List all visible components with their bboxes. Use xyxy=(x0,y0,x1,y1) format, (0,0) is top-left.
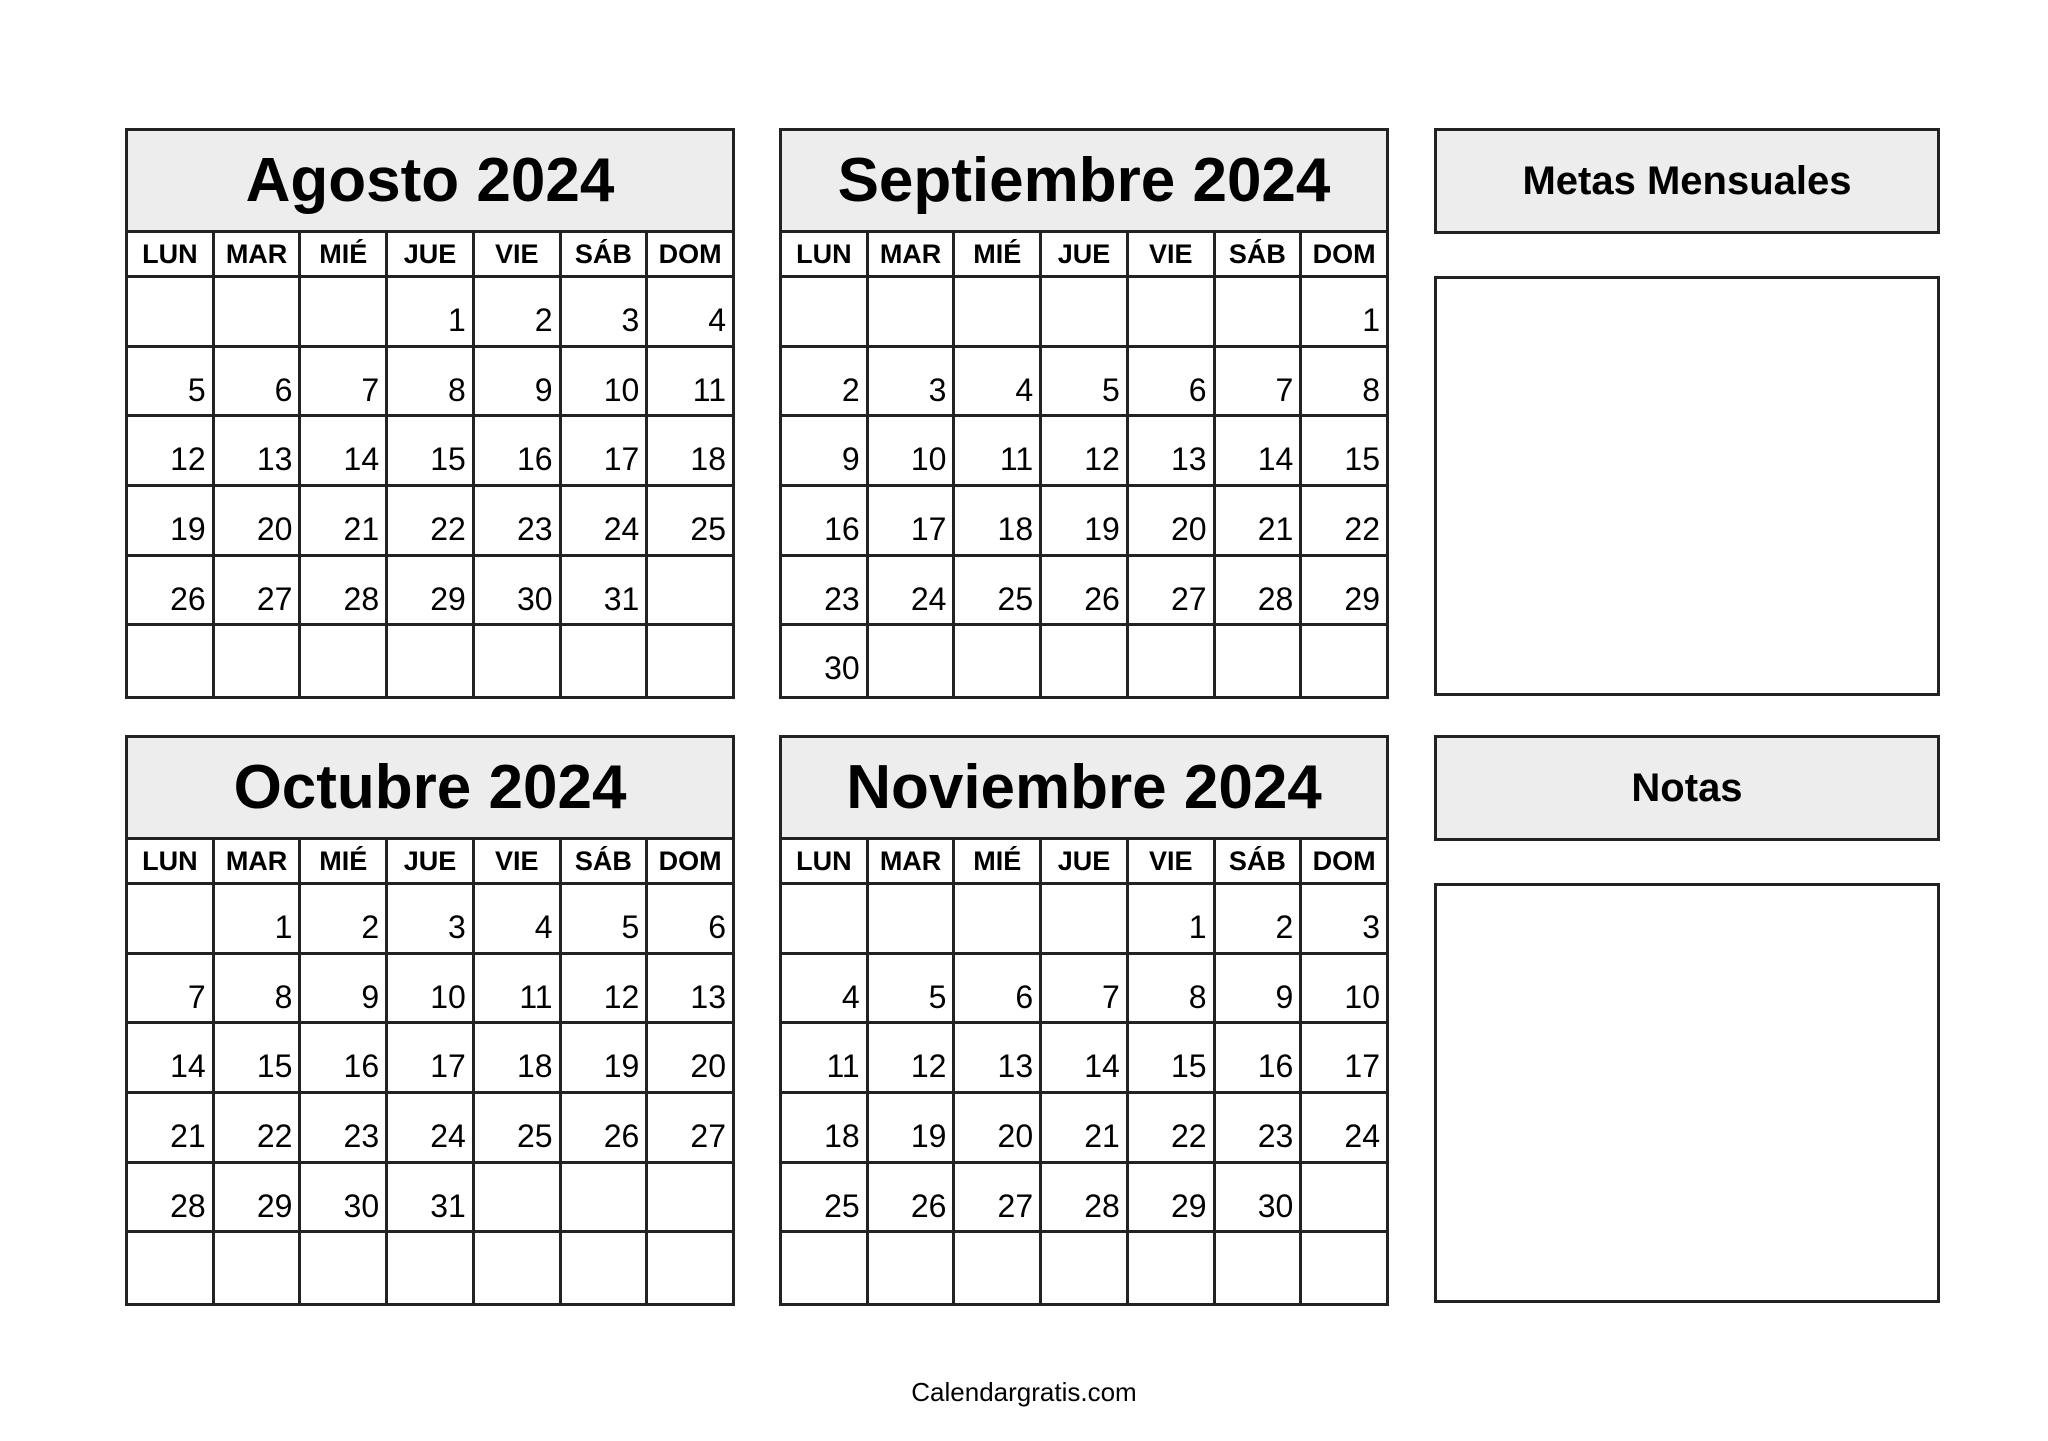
day-cell xyxy=(869,278,956,348)
calendar-month-noviembre xyxy=(779,735,1389,1306)
day-cell: 10 xyxy=(562,348,649,418)
day-cell: 9 xyxy=(1216,955,1303,1025)
day-cell: 27 xyxy=(648,1094,735,1164)
day-cell: 8 xyxy=(1129,955,1216,1025)
day-cell: 15 xyxy=(1302,417,1389,487)
day-cell: 12 xyxy=(1042,417,1129,487)
day-cell: 21 xyxy=(1216,487,1303,557)
day-cell: 27 xyxy=(1129,557,1216,627)
day-cell: 14 xyxy=(1042,1024,1129,1094)
day-cell xyxy=(648,1164,735,1234)
day-cell: 7 xyxy=(128,955,215,1025)
day-cell xyxy=(955,626,1042,696)
day-cell: 28 xyxy=(1216,557,1303,627)
day-cell: 2 xyxy=(301,885,388,955)
day-cell: 9 xyxy=(782,417,869,487)
weekday-header: DOM xyxy=(648,840,735,885)
day-cell: 30 xyxy=(301,1164,388,1234)
day-cell: 18 xyxy=(955,487,1042,557)
day-cell xyxy=(388,1233,475,1303)
day-cell: 24 xyxy=(388,1094,475,1164)
day-cell: 13 xyxy=(648,955,735,1025)
weekday-header: VIE xyxy=(1129,233,1216,278)
day-cell: 11 xyxy=(782,1024,869,1094)
notes-box[interactable] xyxy=(1434,883,1940,1303)
day-cell: 14 xyxy=(301,417,388,487)
day-cell: 15 xyxy=(1129,1024,1216,1094)
weekday-header: SÁB xyxy=(1216,233,1303,278)
day-cell: 5 xyxy=(128,348,215,418)
day-cell xyxy=(301,1233,388,1303)
day-cell: 3 xyxy=(869,348,956,418)
day-cell xyxy=(1216,1233,1303,1303)
day-cell xyxy=(301,278,388,348)
day-cell: 29 xyxy=(1302,557,1389,627)
day-cell xyxy=(562,1233,649,1303)
day-cell: 30 xyxy=(475,557,562,627)
day-cell: 11 xyxy=(955,417,1042,487)
weekday-header: SÁB xyxy=(562,233,649,278)
day-cell: 22 xyxy=(215,1094,302,1164)
day-cell: 19 xyxy=(562,1024,649,1094)
day-cell xyxy=(1129,278,1216,348)
calendar-grid xyxy=(779,233,1389,699)
weekday-header: JUE xyxy=(1042,840,1129,885)
day-cell: 2 xyxy=(475,278,562,348)
day-cell: 29 xyxy=(215,1164,302,1234)
day-cell: 20 xyxy=(1129,487,1216,557)
calendar-grid xyxy=(125,840,735,1306)
goals-box[interactable] xyxy=(1434,276,1940,696)
day-cell xyxy=(1042,626,1129,696)
weekday-header: MIÉ xyxy=(301,840,388,885)
day-cell xyxy=(128,278,215,348)
day-cell: 1 xyxy=(388,278,475,348)
day-cell: 16 xyxy=(1216,1024,1303,1094)
weekday-header: MAR xyxy=(215,233,302,278)
day-cell: 8 xyxy=(1302,348,1389,418)
day-cell: 23 xyxy=(782,557,869,627)
day-cell: 22 xyxy=(1129,1094,1216,1164)
day-cell: 17 xyxy=(388,1024,475,1094)
weekday-header: VIE xyxy=(1129,840,1216,885)
day-cell: 16 xyxy=(301,1024,388,1094)
day-cell: 22 xyxy=(1302,487,1389,557)
day-cell: 23 xyxy=(475,487,562,557)
day-cell: 30 xyxy=(782,626,869,696)
day-cell: 8 xyxy=(388,348,475,418)
day-cell: 27 xyxy=(955,1164,1042,1234)
day-cell: 5 xyxy=(869,955,956,1025)
day-cell: 12 xyxy=(128,417,215,487)
day-cell: 11 xyxy=(475,955,562,1025)
day-cell: 1 xyxy=(215,885,302,955)
day-cell: 6 xyxy=(1129,348,1216,418)
day-cell: 21 xyxy=(128,1094,215,1164)
day-cell xyxy=(128,1233,215,1303)
day-cell: 29 xyxy=(1129,1164,1216,1234)
day-cell: 28 xyxy=(301,557,388,627)
weekday-header: MAR xyxy=(215,840,302,885)
day-cell xyxy=(648,1233,735,1303)
day-cell: 14 xyxy=(128,1024,215,1094)
weekday-header: LUN xyxy=(782,840,869,885)
day-cell: 27 xyxy=(215,557,302,627)
day-cell: 19 xyxy=(1042,487,1129,557)
day-cell xyxy=(955,278,1042,348)
day-cell: 24 xyxy=(562,487,649,557)
day-cell xyxy=(782,1233,869,1303)
day-cell: 12 xyxy=(562,955,649,1025)
day-cell xyxy=(128,885,215,955)
weekday-header: LUN xyxy=(782,233,869,278)
day-cell: 4 xyxy=(782,955,869,1025)
day-cell xyxy=(215,278,302,348)
day-cell: 9 xyxy=(301,955,388,1025)
day-cell: 26 xyxy=(869,1164,956,1234)
day-cell: 5 xyxy=(1042,348,1129,418)
day-cell: 21 xyxy=(1042,1094,1129,1164)
day-cell: 17 xyxy=(869,487,956,557)
day-cell: 13 xyxy=(955,1024,1042,1094)
day-cell: 6 xyxy=(648,885,735,955)
day-cell xyxy=(1129,626,1216,696)
day-cell: 15 xyxy=(215,1024,302,1094)
day-cell: 25 xyxy=(782,1164,869,1234)
day-cell: 26 xyxy=(128,557,215,627)
goals-header: Metas Mensuales xyxy=(1434,128,1940,234)
day-cell: 12 xyxy=(869,1024,956,1094)
day-cell xyxy=(1042,1233,1129,1303)
day-cell xyxy=(1302,626,1389,696)
day-cell: 10 xyxy=(869,417,956,487)
weekday-header: JUE xyxy=(388,233,475,278)
weekday-header: LUN xyxy=(128,233,215,278)
day-cell: 6 xyxy=(215,348,302,418)
day-cell: 1 xyxy=(1129,885,1216,955)
day-cell: 26 xyxy=(562,1094,649,1164)
weekday-header: VIE xyxy=(475,840,562,885)
day-cell: 18 xyxy=(648,417,735,487)
day-cell xyxy=(955,885,1042,955)
day-cell xyxy=(562,626,649,696)
day-cell xyxy=(1042,885,1129,955)
weekday-header: SÁB xyxy=(1216,840,1303,885)
day-cell: 24 xyxy=(1302,1094,1389,1164)
day-cell: 16 xyxy=(475,417,562,487)
day-cell: 20 xyxy=(215,487,302,557)
day-cell xyxy=(1302,1164,1389,1234)
day-cell: 6 xyxy=(955,955,1042,1025)
day-cell xyxy=(1216,278,1303,348)
day-cell: 8 xyxy=(215,955,302,1025)
weekday-header: MAR xyxy=(869,840,956,885)
day-cell: 31 xyxy=(388,1164,475,1234)
day-cell xyxy=(301,626,388,696)
weekday-header: DOM xyxy=(648,233,735,278)
month-title: Agosto 2024 xyxy=(125,128,735,233)
day-cell: 25 xyxy=(475,1094,562,1164)
day-cell xyxy=(475,626,562,696)
day-cell: 3 xyxy=(1302,885,1389,955)
weekday-header: JUE xyxy=(1042,233,1129,278)
day-cell: 26 xyxy=(1042,557,1129,627)
day-cell: 18 xyxy=(782,1094,869,1164)
day-cell: 13 xyxy=(215,417,302,487)
day-cell: 17 xyxy=(1302,1024,1389,1094)
day-cell: 4 xyxy=(648,278,735,348)
day-cell: 25 xyxy=(955,557,1042,627)
day-cell xyxy=(648,557,735,627)
day-cell xyxy=(475,1233,562,1303)
day-cell: 3 xyxy=(562,278,649,348)
day-cell: 7 xyxy=(1216,348,1303,418)
day-cell xyxy=(1302,1233,1389,1303)
day-cell xyxy=(955,1233,1042,1303)
day-cell: 25 xyxy=(648,487,735,557)
day-cell: 14 xyxy=(1216,417,1303,487)
day-cell xyxy=(388,626,475,696)
weekday-header: SÁB xyxy=(562,840,649,885)
day-cell: 19 xyxy=(128,487,215,557)
day-cell: 23 xyxy=(1216,1094,1303,1164)
day-cell: 19 xyxy=(869,1094,956,1164)
weekday-header: DOM xyxy=(1302,840,1389,885)
month-title: Noviembre 2024 xyxy=(779,735,1389,840)
day-cell: 17 xyxy=(562,417,649,487)
weekday-header: LUN xyxy=(128,840,215,885)
day-cell: 10 xyxy=(1302,955,1389,1025)
day-cell xyxy=(1216,626,1303,696)
day-cell xyxy=(1042,278,1129,348)
month-title: Septiembre 2024 xyxy=(779,128,1389,233)
day-cell: 29 xyxy=(388,557,475,627)
day-cell xyxy=(869,626,956,696)
day-cell: 30 xyxy=(1216,1164,1303,1234)
day-cell: 24 xyxy=(869,557,956,627)
day-cell xyxy=(475,1164,562,1234)
day-cell: 28 xyxy=(1042,1164,1129,1234)
calendar-grid xyxy=(779,840,1389,1306)
calendar-month-septiembre xyxy=(779,128,1389,699)
day-cell xyxy=(782,885,869,955)
day-cell: 7 xyxy=(301,348,388,418)
day-cell: 20 xyxy=(955,1094,1042,1164)
weekday-header: MIÉ xyxy=(301,233,388,278)
weekday-header: MIÉ xyxy=(955,233,1042,278)
day-cell: 2 xyxy=(1216,885,1303,955)
day-cell: 3 xyxy=(388,885,475,955)
weekday-header: MIÉ xyxy=(955,840,1042,885)
day-cell: 13 xyxy=(1129,417,1216,487)
day-cell: 28 xyxy=(128,1164,215,1234)
weekday-header: JUE xyxy=(388,840,475,885)
day-cell xyxy=(1129,1233,1216,1303)
day-cell xyxy=(869,885,956,955)
footer-site-name: Calendargratis.com xyxy=(911,1377,1137,1407)
day-cell: 4 xyxy=(955,348,1042,418)
day-cell xyxy=(648,626,735,696)
day-cell: 18 xyxy=(475,1024,562,1094)
day-cell: 21 xyxy=(301,487,388,557)
calendar-month-octubre xyxy=(125,735,735,1306)
day-cell: 22 xyxy=(388,487,475,557)
day-cell xyxy=(215,626,302,696)
day-cell: 9 xyxy=(475,348,562,418)
day-cell xyxy=(869,1233,956,1303)
day-cell: 23 xyxy=(301,1094,388,1164)
notes-header: Notas xyxy=(1434,735,1940,841)
calendar-grid xyxy=(125,233,735,699)
day-cell xyxy=(562,1164,649,1234)
day-cell: 5 xyxy=(562,885,649,955)
day-cell xyxy=(215,1233,302,1303)
day-cell: 1 xyxy=(1302,278,1389,348)
day-cell: 2 xyxy=(782,348,869,418)
day-cell: 10 xyxy=(388,955,475,1025)
day-cell: 4 xyxy=(475,885,562,955)
day-cell: 16 xyxy=(782,487,869,557)
month-title: Octubre 2024 xyxy=(125,735,735,840)
day-cell: 20 xyxy=(648,1024,735,1094)
day-cell: 7 xyxy=(1042,955,1129,1025)
day-cell: 31 xyxy=(562,557,649,627)
weekday-header: DOM xyxy=(1302,233,1389,278)
day-cell xyxy=(782,278,869,348)
calendar-month-agosto xyxy=(125,128,735,699)
day-cell: 11 xyxy=(648,348,735,418)
day-cell xyxy=(128,626,215,696)
day-cell: 15 xyxy=(388,417,475,487)
weekday-header: VIE xyxy=(475,233,562,278)
weekday-header: MAR xyxy=(869,233,956,278)
